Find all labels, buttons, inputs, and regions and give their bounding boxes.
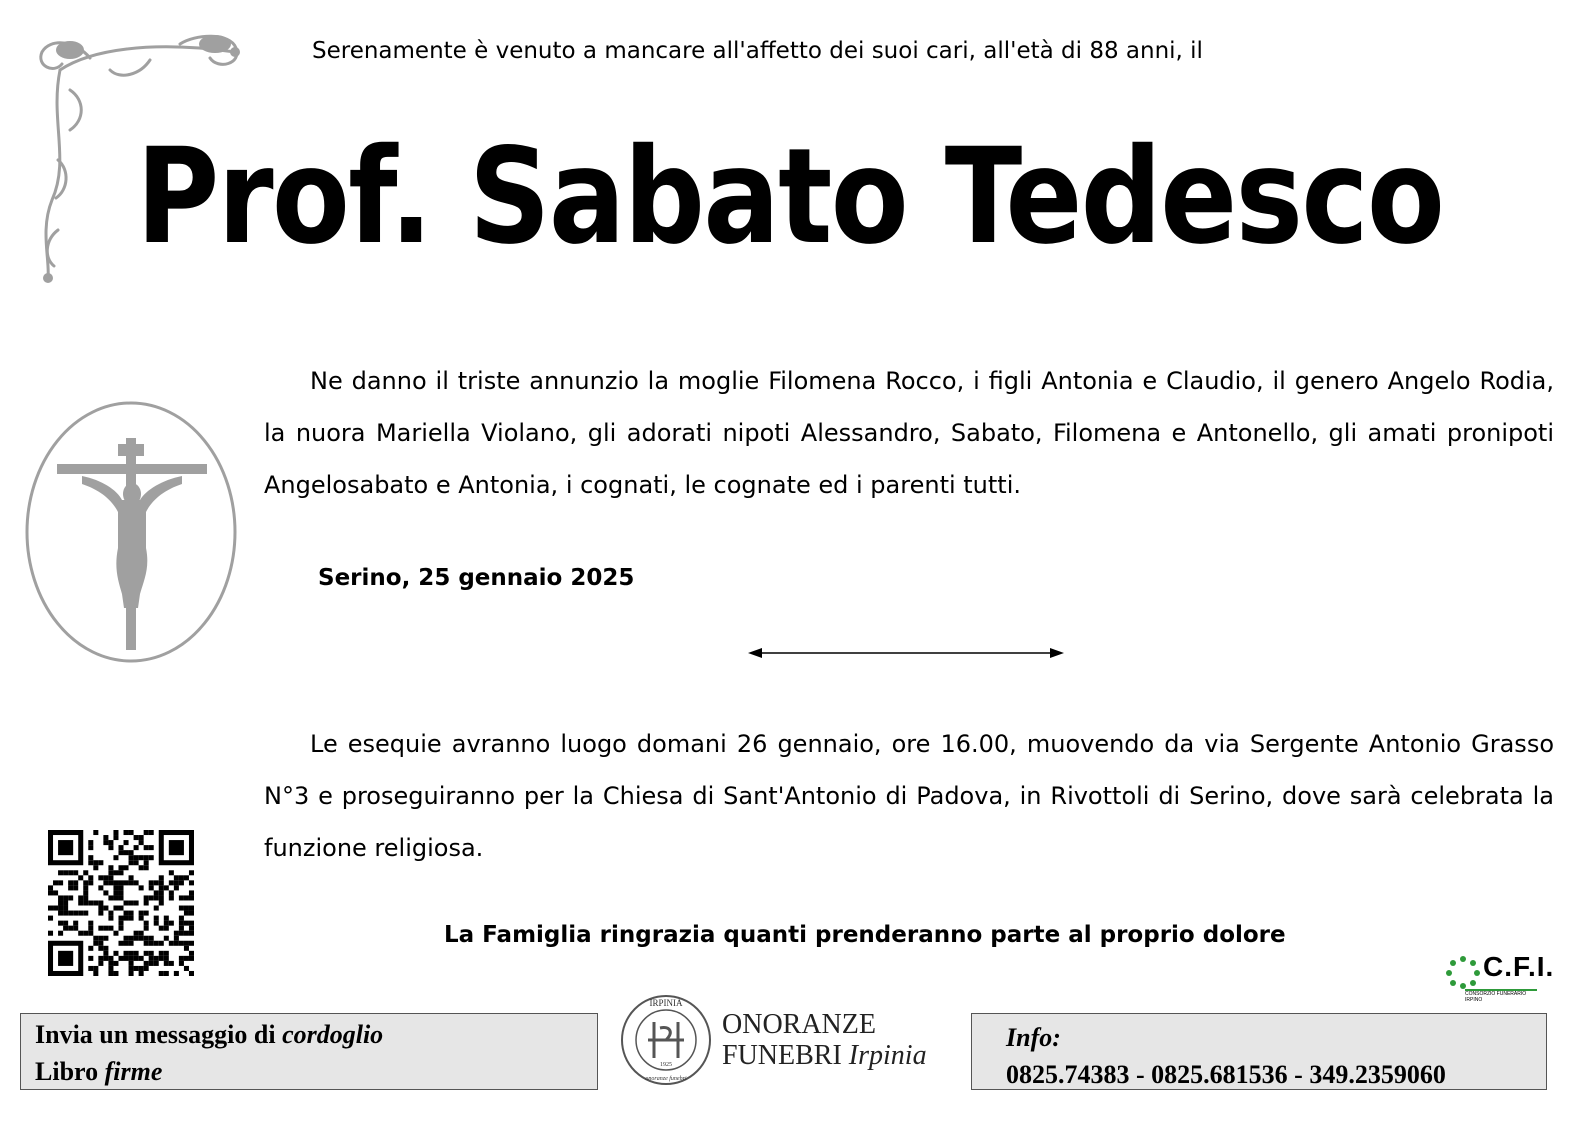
guestbook-link[interactable]: Libro firme <box>35 1057 163 1086</box>
funeral-paragraph <box>264 718 1554 874</box>
seal-bottom-text: onoranze funebri <box>645 1076 687 1082</box>
seal-top-text: IRPINIA <box>649 998 683 1008</box>
announcement-text: Ne danno il triste annunzio la moglie Filomena Rocco, i figli Antonia e Claudio, il genero Angelo Rodia, la nuora Mariella Violano, gli adorati nipoti Alessandro, Sabato, Filomena e Antonello, gli amati pronipoti Angelosabato e Antonia, i cognati, le cognate ed i parenti tutti. <box>264 367 1554 499</box>
brand-seal-icon <box>618 992 714 1088</box>
send-message-link[interactable]: Invia un messaggio di cordoglio <box>35 1020 384 1049</box>
info-label: Info: <box>1006 1023 1061 1052</box>
funeral-text: Le esequie avranno luogo domani 26 gennaio, ore 16.00, muovendo da via Sergente Antonio Grasso N°3 e proseguiranno per la Chiesa di Sant'Antonio di Padova, in Rivottoli di Serino, dove sarà celebrata la funzione religiosa. <box>264 730 1554 862</box>
deceased-name: Prof. Sabato Tedesco <box>136 120 1444 274</box>
divider-arrow <box>746 644 1066 662</box>
seal-year-text: 1925 <box>660 1062 672 1068</box>
thanks-text: La Famiglia ringrazia quanti prenderanno parte al proprio dolore <box>444 922 1286 948</box>
info-phones[interactable]: 0825.74383 - 0825.681536 - 349.2359060 <box>1006 1060 1446 1089</box>
cfi-dots-icon <box>1443 955 1483 989</box>
brand-name: ONORANZE FUNEBRI Irpinia <box>722 1009 927 1071</box>
cfi-logo <box>1443 951 1554 1003</box>
cfi-logo-text: C.F.I. <box>1483 951 1555 982</box>
place-date: Serino, 25 gennaio 2025 <box>318 565 635 591</box>
crucifix-icon <box>22 398 240 666</box>
info-box <box>971 1013 1547 1090</box>
announcement-paragraph <box>264 355 1554 511</box>
intro-text: Serenamente è venuto a mancare all'affetto dei suoi cari, all'età di 88 anni, il <box>312 38 1203 64</box>
condolence-message-box[interactable] <box>20 1013 598 1090</box>
cfi-subtitle: CONSORZIO FUNERARIO IRPINO <box>1465 989 1537 1003</box>
qr-code-icon[interactable] <box>48 830 194 976</box>
